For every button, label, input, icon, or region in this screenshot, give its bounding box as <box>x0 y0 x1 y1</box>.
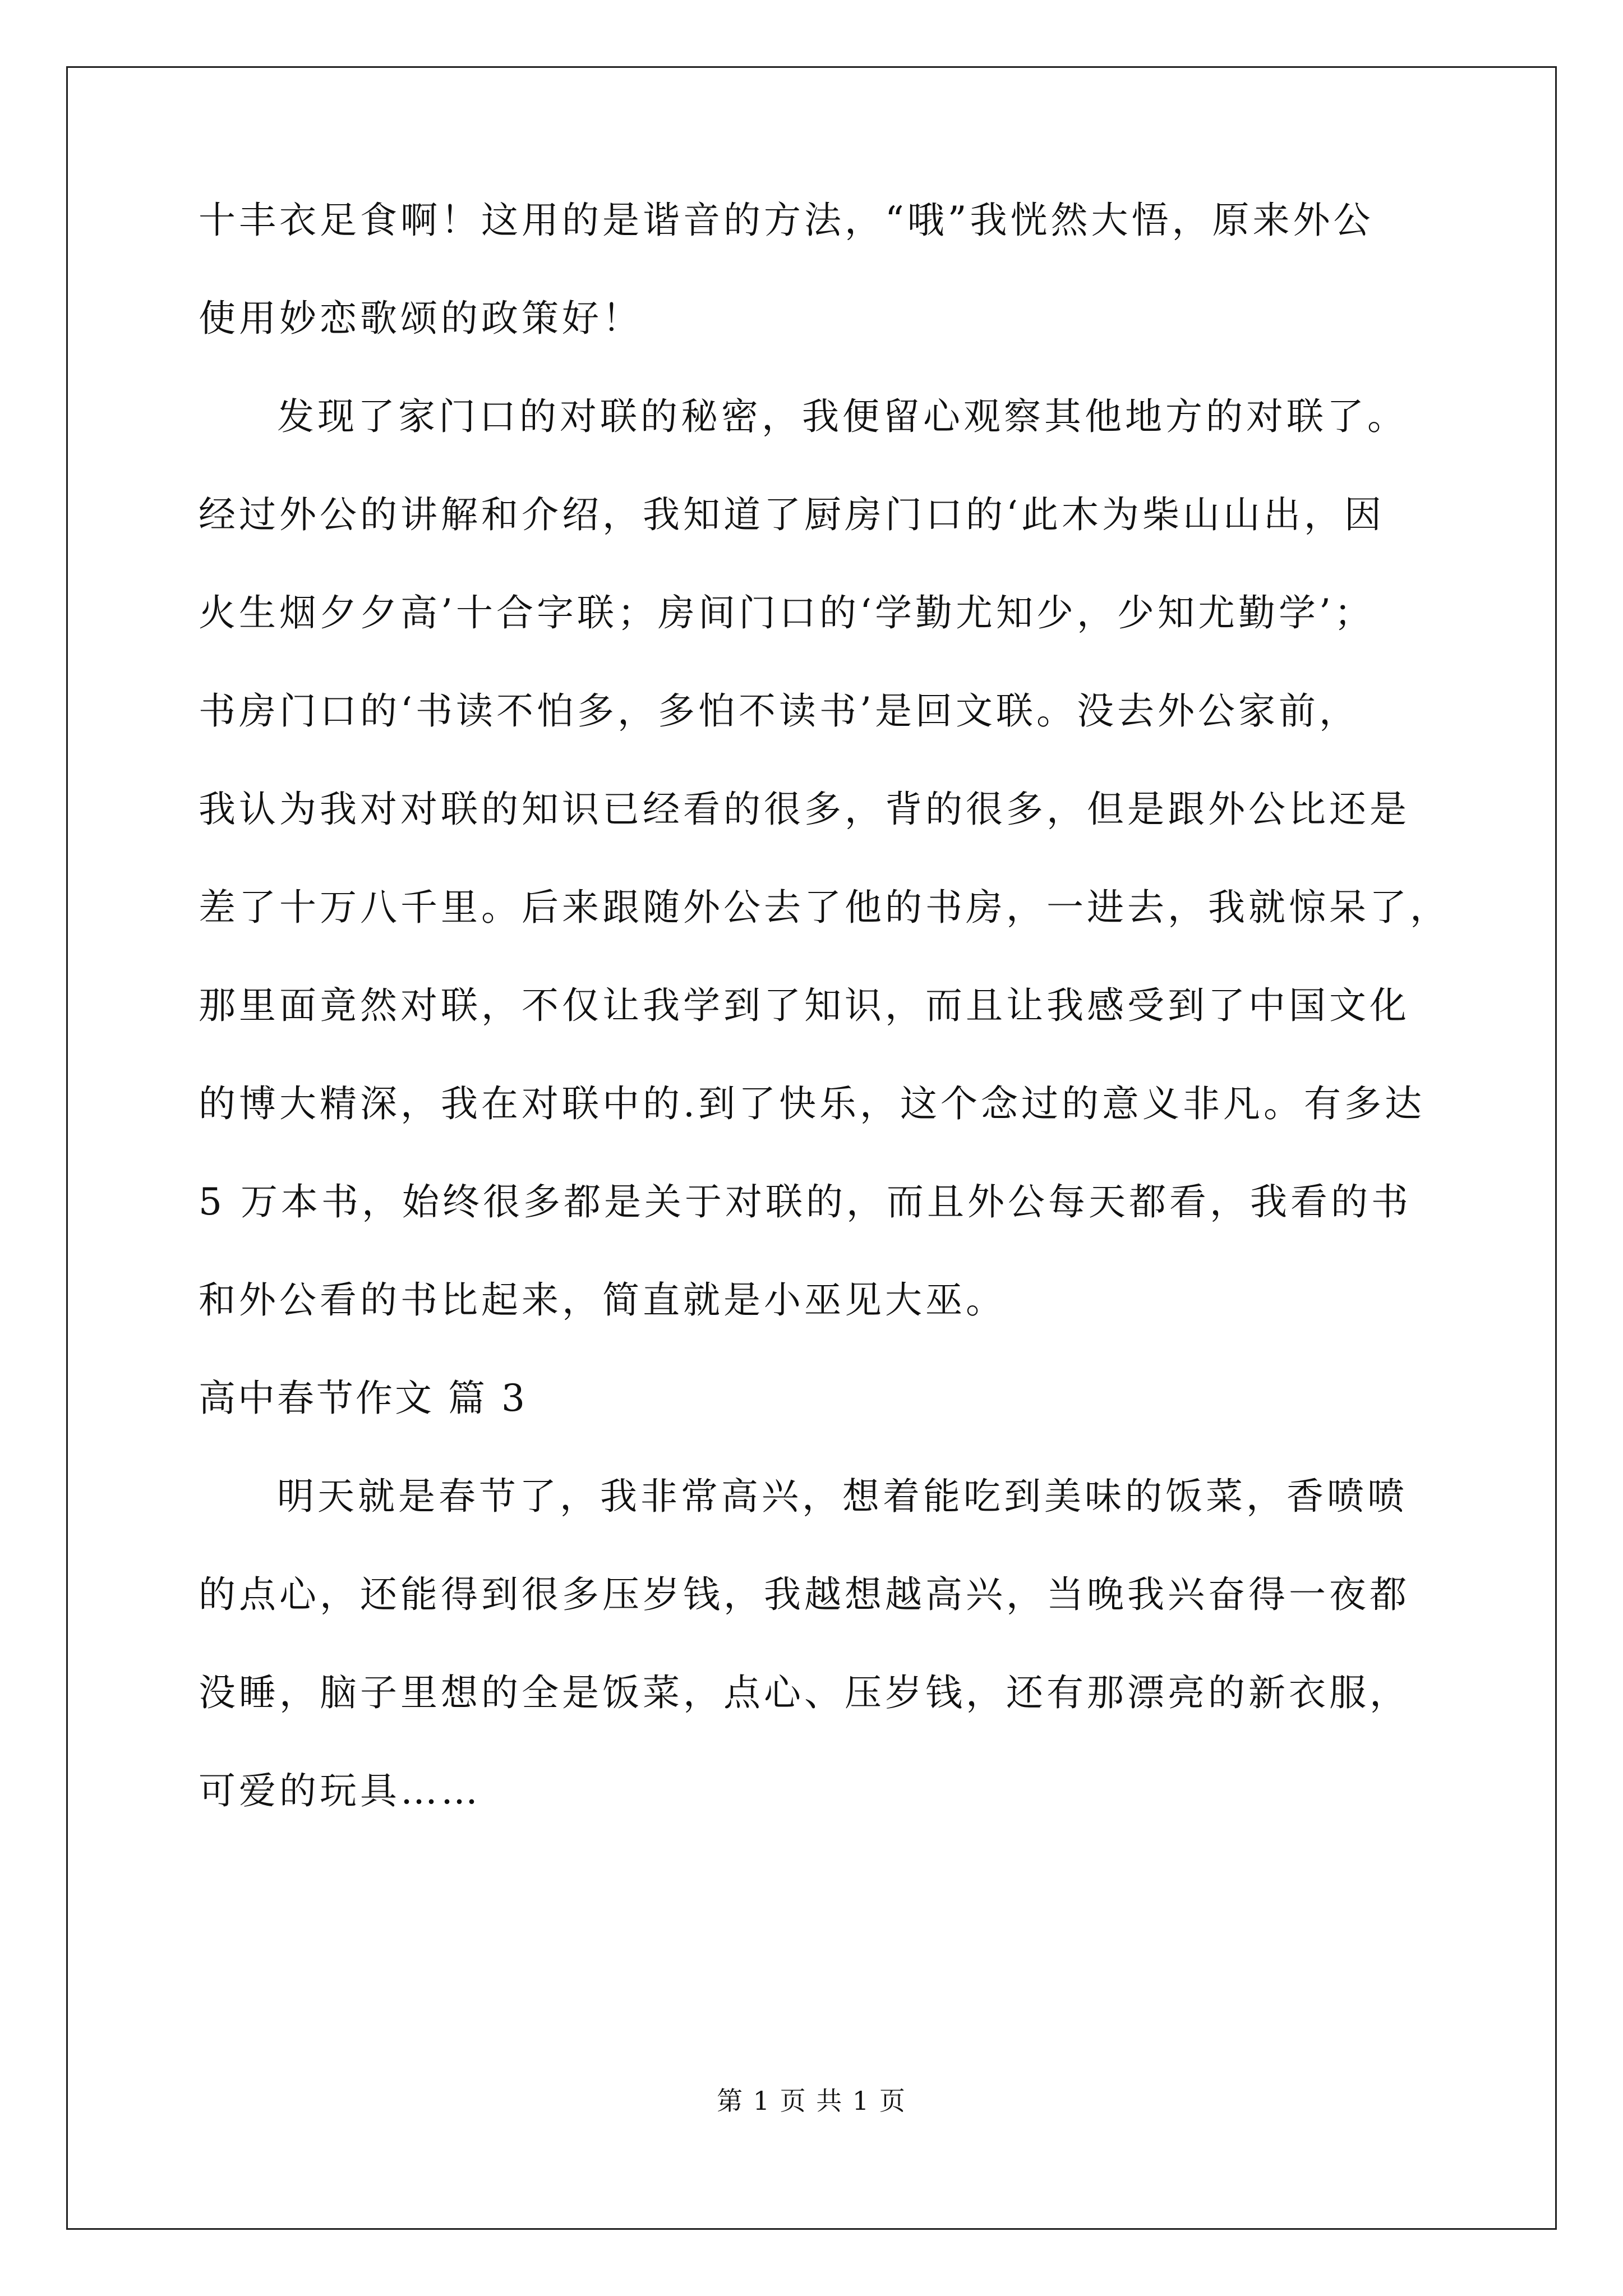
text-line: 5 万本书，始终很多都是关于对联的，而且外公每天都看，我看的书 <box>199 1180 1412 1223</box>
text-line: 的博大精深，我在对联中的.到了快乐，这个念过的意义非凡。有多达 <box>199 1082 1425 1125</box>
section-heading: 高中春节作文 篇 3 <box>199 1377 527 1420</box>
text-line: 火生烟夕夕高’十合字联；房间门口的‘学勤尤知少，少知尤勤学’； <box>199 591 1375 634</box>
text-line: 经过外公的讲解和介绍，我知道了厨房门口的‘此木为柴山山出，因 <box>199 493 1385 536</box>
text-line: 差了十万八千里。后来跟随外公去了他的书房，一进去，我就惊呆了， <box>199 886 1450 929</box>
text-line: 我认为我对对联的知识已经看的很多，背的很多，但是跟外公比还是 <box>199 788 1410 831</box>
text-line: 书房门口的‘书读不怕多，多怕不读书’是回文联。没去外公家前， <box>199 689 1359 733</box>
text-line: 使用妙恋歌颂的政策好！ <box>199 297 643 340</box>
text-line: 可爱的玩具…… <box>199 1769 481 1812</box>
text-line: 没睡，脑子里想的全是饭菜，点心、压岁钱，还有那漂亮的新衣服， <box>199 1671 1410 1714</box>
paragraph-start-line: 发现了家门口的对联的秘密，我便留心观察其他地方的对联了。 <box>277 395 1408 438</box>
paragraph-start-line: 明天就是春节了，我非常高兴，想着能吃到美味的饭菜，香喷喷 <box>277 1475 1408 1518</box>
text-line: 那里面竟然对联，不仅让我学到了知识，而且让我感受到了中国文化 <box>199 984 1410 1027</box>
page-footer: 第 1 页 共 1 页 <box>717 2086 906 2116</box>
document-body <box>199 199 1455 1871</box>
text-line: 的点心，还能得到很多压岁钱，我越想越高兴，当晚我兴奋得一夜都 <box>199 1573 1410 1616</box>
text-line: 十丰衣足食啊！这用的是谐音的方法，“哦”我恍然大悟，原来外公 <box>199 199 1374 242</box>
text-line: 和外公看的书比起来，简直就是小巫见大巫。 <box>199 1278 1006 1322</box>
